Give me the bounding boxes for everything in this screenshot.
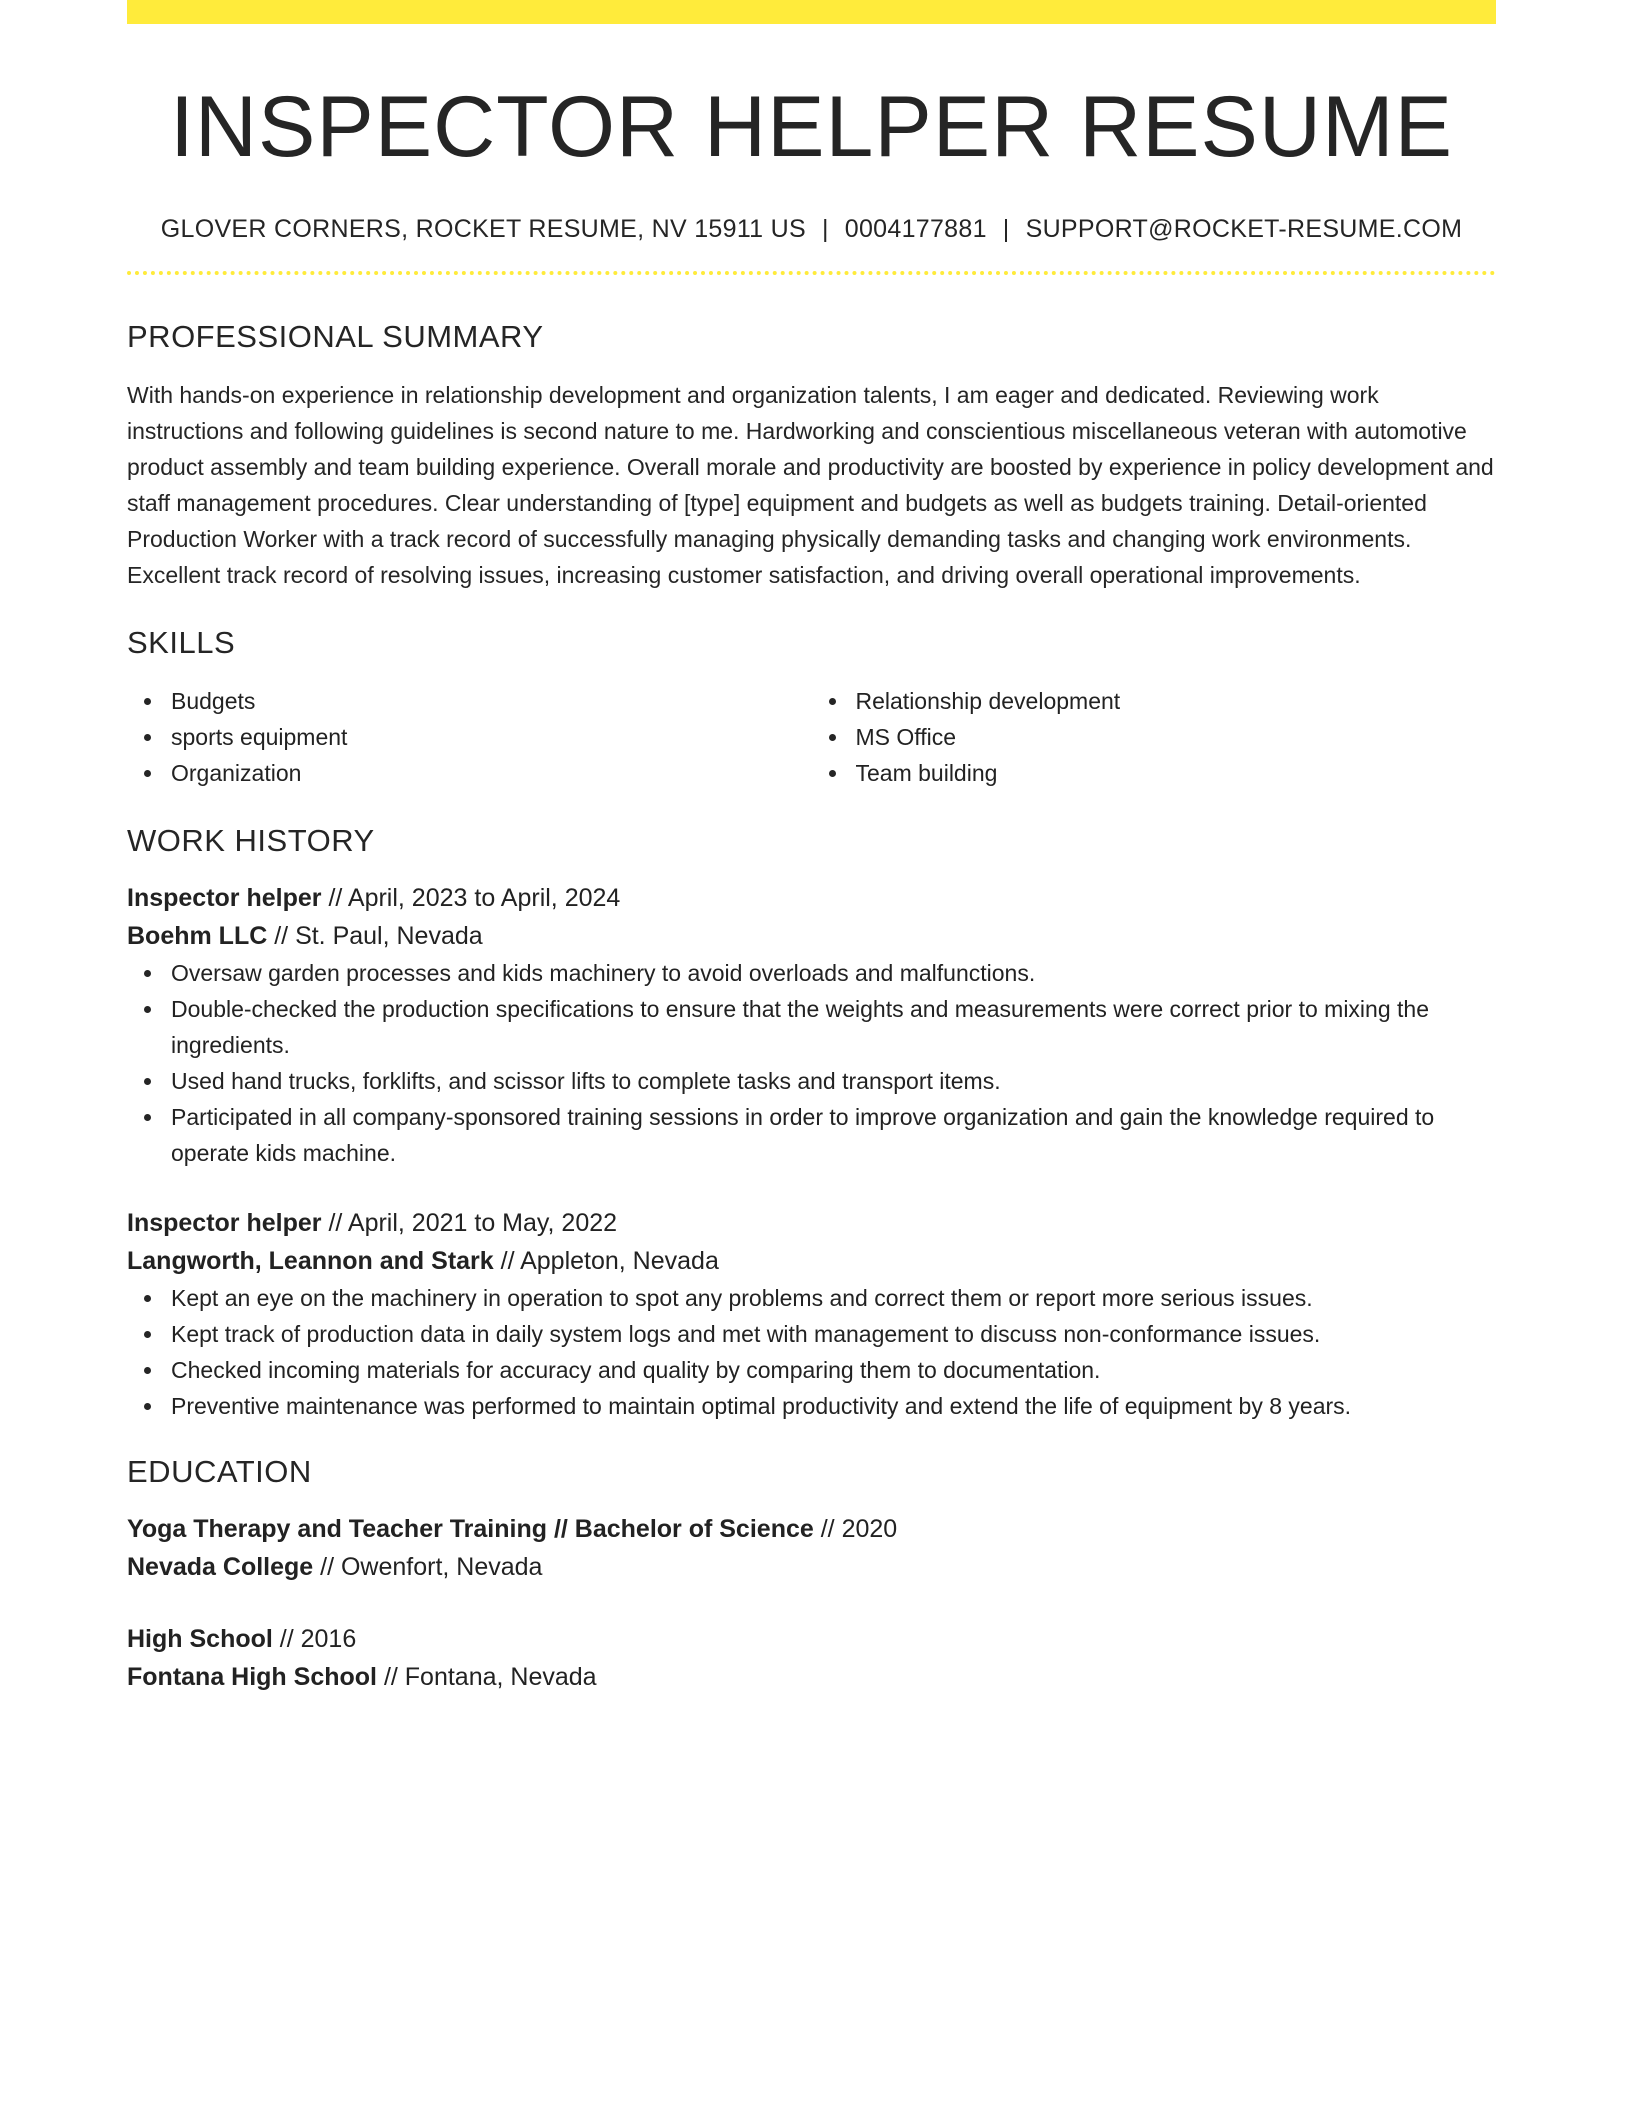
job-title-line [127,1204,1496,1242]
summary-heading: PROFESSIONAL SUMMARY [127,318,544,354]
header-divider [127,271,1496,275]
resume-title: INSPECTOR HELPER RESUME [169,79,1454,175]
education-degree-line [127,1510,1496,1548]
skills-column-left [127,683,812,791]
job-dates: // April, 2023 to April, 2024 [321,883,621,912]
skills-column-right [812,683,1497,791]
duty-item: Used hand trucks, forklifts, and scissor lifts to complete tasks and transport items. [171,1063,1496,1099]
work-history-heading: WORK HISTORY [127,822,375,858]
job-role: Inspector helper [127,883,322,912]
job-entry [127,879,1496,1171]
education-heading: EDUCATION [127,1453,312,1489]
top-accent-bar [127,0,1496,24]
education-entry [127,1620,1496,1696]
education-degree: High School [127,1624,273,1653]
skills-heading: SKILLS [127,624,236,660]
skill-item: Budgets [171,683,812,719]
job-company-line [127,917,1496,955]
education-degree-line [127,1620,1496,1658]
education-school-line [127,1548,1496,1586]
skill-item: sports equipment [171,719,812,755]
summary-text: With hands-on experience in relationship development and organization talents, I am eager and dedicated. Reviewing work instructions and following guidelines is second nature to me. Hardworking and conscientious miscellaneous veteran with automotive product assembly and team building experience. Overall morale and productivity are boosted by experience in policy development and staff management procedures. Clear understanding of [type] equipment and budgets as well as budgets training. Detail-oriented Production Worker with a track record of successfully managing physically demanding tasks and changing work environments. Excellent track record of resolving issues, increasing customer satisfaction, and driving overall operational improvements. [127,381,1494,588]
education-school-line [127,1658,1496,1696]
duty-item: Double-checked the production specifications to ensure that the weights and measurements were correct prior to mixing the ingredients. [171,991,1496,1063]
education-school: Fontana High School [127,1662,377,1691]
job-company: Boehm LLC [127,921,268,950]
job-dates: // April, 2021 to May, 2022 [321,1208,618,1237]
skill-item: Relationship development [856,683,1497,719]
resume-page [127,0,1496,1696]
skill-item: MS Office [856,719,1497,755]
job-company-line [127,1242,1496,1280]
contact-separator: | [821,214,829,243]
job-duties [127,955,1496,1171]
contact-line [127,215,1496,244]
job-entry [127,1204,1496,1424]
education-location: // Owenfort, Nevada [313,1552,543,1581]
skill-item: Team building [856,755,1497,791]
duty-item: Kept an eye on the machinery in operation to spot any problems and correct them or report more serious issues. [171,1280,1496,1316]
contact-phone: 0004177881 [844,214,987,243]
job-role: Inspector helper [127,1208,322,1237]
education-entry [127,1510,1496,1586]
job-title-line [127,879,1496,917]
job-location: // Appleton, Nevada [493,1246,719,1275]
duty-item: Kept track of production data in daily system logs and met with management to discuss non-conformance issues. [171,1316,1496,1352]
education-year: // 2016 [272,1624,357,1653]
duty-item: Checked incoming materials for accuracy and quality by comparing them to documentation. [171,1352,1496,1388]
skills-list [127,683,1496,791]
contact-email[interactable]: SUPPORT@ROCKET-RESUME.COM [1025,214,1463,243]
skill-item: Organization [171,755,812,791]
job-duties [127,1280,1496,1424]
duty-item: Participated in all company-sponsored training sessions in order to improve organization and gain the knowledge required to operate kids machine. [171,1099,1496,1171]
education-school: Nevada College [127,1552,314,1581]
job-company: Langworth, Leannon and Stark [127,1246,494,1275]
contact-address: GLOVER CORNERS, ROCKET RESUME, NV 15911 US [160,214,806,243]
contact-separator: | [1002,214,1010,243]
duty-item: Oversaw garden processes and kids machinery to avoid overloads and malfunctions. [171,955,1496,991]
education-degree: Yoga Therapy and Teacher Training // Bachelor of Science [127,1514,814,1543]
education-location: // Fontana, Nevada [377,1662,597,1691]
duty-item: Preventive maintenance was performed to maintain optimal productivity and extend the life of equipment by 8 years. [171,1388,1496,1424]
education-year: // 2020 [813,1514,898,1543]
job-location: // St. Paul, Nevada [267,921,483,950]
